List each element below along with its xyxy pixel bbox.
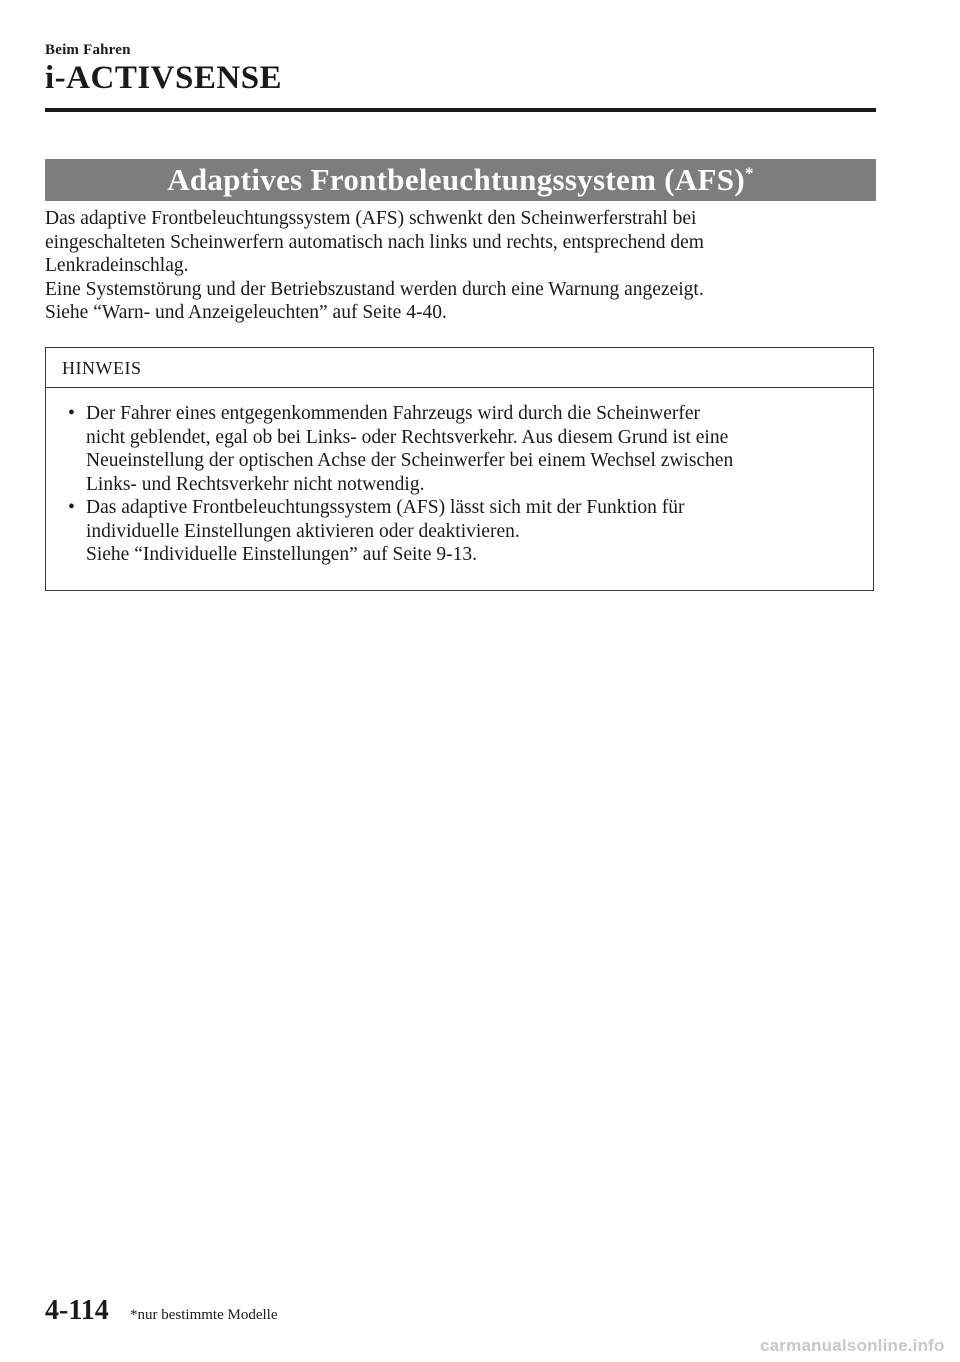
title-footnote-marker: * <box>744 163 754 183</box>
body-line: eingeschalteten Scheinwerfern automatisch nach links und rechts, entsprechend dem <box>45 231 704 253</box>
page-number: 4-114 <box>45 1295 109 1326</box>
header-rule <box>45 108 876 112</box>
footnote: *nur bestimmte Modelle <box>130 1307 278 1323</box>
note-list <box>46 388 873 567</box>
chapter-label: Beim Fahren <box>45 42 131 58</box>
note-line: Das adaptive Frontbeleuchtungssystem (AFS) lässt sich mit der Funktion für <box>86 497 685 518</box>
body-line: Das adaptive Frontbeleuchtungssystem (AFS) schwenkt den Scheinwerferstrahl bei <box>45 208 697 229</box>
note-line: Links- und Rechtsverkehr nicht notwendig. <box>86 473 425 495</box>
body-line: Eine Systemstörung und der Betriebszustand werden durch eine Warnung angezeigt. <box>45 278 704 300</box>
body-line: Siehe “Warn- und Anzeigeleuchten” auf Seite 4-40. <box>45 302 447 323</box>
bullet-icon: • <box>68 497 75 518</box>
title-banner <box>45 159 876 201</box>
body-text <box>45 207 880 325</box>
note-item <box>62 402 853 496</box>
note-line: individuelle Einstellungen aktivieren oder deaktivieren. <box>86 520 520 542</box>
note-box <box>45 347 874 591</box>
title-text: Adaptives Frontbeleuchtungssystem (AFS) <box>167 162 745 197</box>
watermark-link[interactable]: carmanualsonline.info <box>760 1336 945 1355</box>
body-line: Lenkradeinschlag. <box>45 255 189 276</box>
note-line: Siehe “Individuelle Einstellungen” auf Seite 9-13. <box>86 544 477 565</box>
note-line: nicht geblendet, egal ob bei Links- oder Rechtsverkehr. Aus diesem Grund ist eine <box>86 426 729 448</box>
note-item <box>62 496 853 567</box>
bullet-icon: • <box>68 403 75 424</box>
note-line: Neueinstellung der optischen Achse der Scheinwerfer bei einem Wechsel zwischen <box>86 450 734 471</box>
note-line: Der Fahrer eines entgegenkommenden Fahrzeugs wird durch die Scheinwerfer <box>86 403 701 424</box>
section-title: i-ACTIVSENSE <box>45 60 283 96</box>
note-heading: HINWEIS <box>46 348 873 388</box>
